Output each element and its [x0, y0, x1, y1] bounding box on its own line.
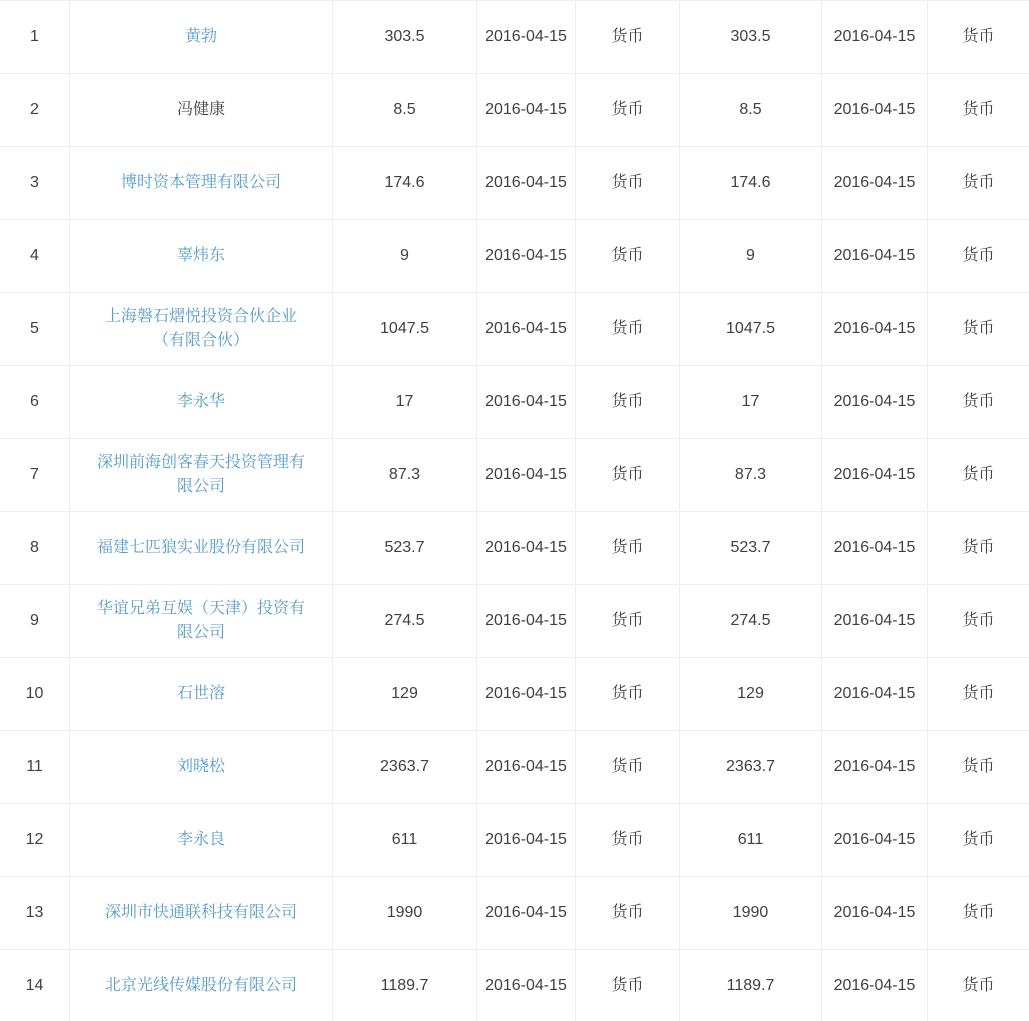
row-index: 2	[30, 101, 39, 118]
table-row	[0, 74, 1029, 147]
date2-value: 2016-04-15	[833, 466, 916, 483]
currency2-label: 货币	[962, 174, 995, 191]
row-index: 5	[30, 320, 39, 337]
currency-cell	[576, 220, 680, 292]
date2-cell	[822, 439, 928, 511]
currency-cell	[576, 658, 680, 730]
date-cell	[477, 74, 576, 146]
row-index-cell	[0, 366, 70, 438]
date-value: 2016-04-15	[485, 101, 567, 118]
currency2-label: 货币	[962, 101, 995, 118]
date2-value: 2016-04-15	[833, 539, 916, 556]
amount-cell	[333, 293, 477, 365]
currency-cell	[576, 950, 680, 1021]
row-index-cell	[0, 658, 70, 730]
currency-label: 货币	[611, 320, 644, 337]
date-cell	[477, 1, 576, 73]
table-row	[0, 731, 1029, 804]
name-link[interactable]: 北京光线传媒股份有限公司	[104, 977, 297, 994]
date2-cell	[822, 585, 928, 657]
currency2-cell	[928, 585, 1029, 657]
row-index-cell	[0, 950, 70, 1021]
name-cell	[70, 512, 333, 584]
name-cell	[70, 804, 333, 876]
amount2-value: 8.5	[739, 101, 762, 118]
date-value: 2016-04-15	[485, 831, 567, 848]
amount2-cell	[680, 585, 822, 657]
date2-value: 2016-04-15	[833, 247, 916, 264]
currency2-cell	[928, 293, 1029, 365]
currency2-cell	[928, 1, 1029, 73]
date2-value: 2016-04-15	[833, 685, 916, 702]
date-value: 2016-04-15	[485, 28, 567, 45]
name-link[interactable]: 深圳前海创客春天投资管理有限公司	[97, 454, 306, 495]
amount-value: 274.5	[384, 612, 425, 629]
name-cell	[70, 585, 333, 657]
date-cell	[477, 950, 576, 1021]
date-cell	[477, 804, 576, 876]
date-cell	[477, 293, 576, 365]
date-cell	[477, 439, 576, 511]
currency-label: 货币	[611, 758, 644, 775]
currency2-label: 货币	[962, 539, 995, 556]
currency-cell	[576, 293, 680, 365]
table-row	[0, 804, 1029, 877]
amount-cell	[333, 220, 477, 292]
name-link[interactable]: 石世溶	[176, 685, 225, 702]
name-link[interactable]: 华谊兄弟互娱（天津）投资有限公司	[97, 600, 306, 641]
name-link[interactable]: 李永良	[176, 831, 225, 848]
date2-cell	[822, 950, 928, 1021]
name-cell	[70, 293, 333, 365]
row-index: 3	[30, 174, 39, 191]
date-value: 2016-04-15	[485, 977, 567, 994]
currency-cell	[576, 366, 680, 438]
amount2-value: 611	[737, 831, 764, 848]
date-cell	[477, 366, 576, 438]
date-value: 2016-04-15	[485, 685, 567, 702]
date2-cell	[822, 731, 928, 803]
amount2-value: 87.3	[734, 466, 767, 483]
currency2-label: 货币	[962, 393, 995, 410]
date2-value: 2016-04-15	[833, 320, 916, 337]
row-index: 9	[30, 612, 39, 629]
name-cell	[70, 366, 333, 438]
row-index: 14	[25, 977, 44, 994]
date2-value: 2016-04-15	[833, 393, 916, 410]
amount2-cell	[680, 293, 822, 365]
amount2-value: 17	[741, 393, 760, 410]
table-row	[0, 585, 1029, 658]
currency-label: 货币	[611, 28, 644, 45]
row-index: 10	[25, 685, 44, 702]
amount2-cell	[680, 439, 822, 511]
table-row	[0, 1, 1029, 74]
currency2-cell	[928, 439, 1029, 511]
amount2-cell	[680, 658, 822, 730]
amount-value: 1189.7	[380, 977, 429, 994]
amount2-value: 129	[737, 685, 764, 702]
amount-value: 523.7	[384, 539, 425, 556]
amount-value: 1990	[386, 904, 423, 921]
date-value: 2016-04-15	[485, 247, 567, 264]
date-value: 2016-04-15	[485, 320, 567, 337]
name-cell	[70, 1, 333, 73]
amount-cell	[333, 74, 477, 146]
currency2-cell	[928, 74, 1029, 146]
table-row	[0, 512, 1029, 585]
amount-value: 611	[391, 831, 418, 848]
currency2-label: 货币	[962, 612, 995, 629]
currency2-label: 货币	[962, 904, 995, 921]
currency-cell	[576, 439, 680, 511]
date2-cell	[822, 220, 928, 292]
name-cell	[70, 220, 333, 292]
amount-value: 129	[391, 685, 418, 702]
row-index-cell	[0, 731, 70, 803]
currency-cell	[576, 731, 680, 803]
amount-cell	[333, 366, 477, 438]
date-value: 2016-04-15	[485, 904, 567, 921]
date2-value: 2016-04-15	[833, 612, 916, 629]
date-value: 2016-04-15	[485, 466, 567, 483]
name-link[interactable]: 博时资本管理有限公司	[120, 174, 281, 191]
currency2-label: 货币	[962, 685, 995, 702]
date2-cell	[822, 512, 928, 584]
amount-value: 8.5	[393, 101, 416, 118]
name-cell	[70, 74, 333, 146]
currency2-cell	[928, 220, 1029, 292]
amount-cell	[333, 512, 477, 584]
date-cell	[477, 658, 576, 730]
table-row	[0, 366, 1029, 439]
amount-value: 2363.7	[380, 758, 429, 775]
date-cell	[477, 731, 576, 803]
currency-label: 货币	[611, 685, 644, 702]
currency-label: 货币	[611, 831, 644, 848]
name-link[interactable]: 福建七匹狼实业股份有限公司	[97, 539, 306, 556]
amount2-value: 1189.7	[726, 977, 775, 994]
date2-cell	[822, 804, 928, 876]
amount-cell	[333, 804, 477, 876]
row-index: 1	[30, 28, 39, 45]
amount2-cell	[680, 366, 822, 438]
amount-cell	[333, 1, 477, 73]
table-row	[0, 293, 1029, 366]
row-index-cell	[0, 220, 70, 292]
date2-value: 2016-04-15	[833, 28, 916, 45]
currency2-cell	[928, 804, 1029, 876]
row-index: 11	[26, 758, 43, 775]
row-index: 4	[30, 247, 39, 264]
date2-value: 2016-04-15	[833, 904, 916, 921]
date2-value: 2016-04-15	[833, 977, 916, 994]
currency-cell	[576, 804, 680, 876]
amount2-value: 1047.5	[726, 320, 775, 337]
row-index-cell	[0, 74, 70, 146]
amount2-value: 2363.7	[726, 758, 775, 775]
name-link[interactable]: 刘晓松	[176, 758, 225, 775]
amount-cell	[333, 439, 477, 511]
name-cell	[70, 658, 333, 730]
table-row	[0, 950, 1029, 1021]
currency2-cell	[928, 950, 1029, 1021]
amount2-cell	[680, 147, 822, 219]
amount2-cell	[680, 74, 822, 146]
amount2-cell	[680, 804, 822, 876]
name-link[interactable]: 辜炜东	[176, 247, 225, 264]
currency2-cell	[928, 731, 1029, 803]
amount2-cell	[680, 1, 822, 73]
table-row	[0, 147, 1029, 220]
row-index: 12	[25, 831, 44, 848]
row-index-cell	[0, 512, 70, 584]
date2-cell	[822, 293, 928, 365]
date-value: 2016-04-15	[485, 393, 567, 410]
amount2-value: 274.5	[730, 612, 771, 629]
amount-value: 87.3	[388, 466, 421, 483]
currency2-cell	[928, 877, 1029, 949]
date-value: 2016-04-15	[485, 758, 567, 775]
amount-value: 174.6	[384, 174, 425, 191]
date-value: 2016-04-15	[485, 539, 567, 556]
currency-label: 货币	[611, 247, 644, 264]
amount-value: 17	[395, 393, 414, 410]
currency-cell	[576, 1, 680, 73]
date2-cell	[822, 658, 928, 730]
currency2-label: 货币	[962, 758, 995, 775]
amount-value: 1047.5	[380, 320, 429, 337]
date2-cell	[822, 877, 928, 949]
row-index: 7	[30, 466, 39, 483]
currency2-label: 货币	[962, 247, 995, 264]
name-cell	[70, 439, 333, 511]
currency-label: 货币	[611, 466, 644, 483]
currency-label: 货币	[611, 977, 644, 994]
amount2-cell	[680, 731, 822, 803]
currency2-cell	[928, 658, 1029, 730]
amount2-cell	[680, 220, 822, 292]
name-link[interactable]: 深圳市快通联科技有限公司	[104, 904, 297, 921]
row-index-cell	[0, 877, 70, 949]
name-cell	[70, 877, 333, 949]
row-index-cell	[0, 147, 70, 219]
currency2-label: 货币	[962, 320, 995, 337]
date2-value: 2016-04-15	[833, 831, 916, 848]
currency2-label: 货币	[962, 831, 995, 848]
amount-cell	[333, 731, 477, 803]
currency-label: 货币	[611, 101, 644, 118]
currency-cell	[576, 585, 680, 657]
name-text: 冯健康	[176, 101, 225, 118]
amount-cell	[333, 877, 477, 949]
table-row	[0, 220, 1029, 293]
currency-cell	[576, 512, 680, 584]
row-index-cell	[0, 1, 70, 73]
amount2-cell	[680, 512, 822, 584]
currency2-cell	[928, 366, 1029, 438]
currency2-label: 货币	[962, 28, 995, 45]
name-link[interactable]: 黄勃	[184, 28, 217, 45]
currency2-cell	[928, 147, 1029, 219]
row-index: 13	[25, 904, 44, 921]
amount2-value: 303.5	[730, 28, 771, 45]
currency-label: 货币	[611, 393, 644, 410]
amount2-cell	[680, 877, 822, 949]
currency-cell	[576, 147, 680, 219]
date-cell	[477, 585, 576, 657]
row-index: 6	[30, 393, 39, 410]
currency-label: 货币	[611, 612, 644, 629]
date2-value: 2016-04-15	[833, 101, 916, 118]
amount-value: 303.5	[384, 28, 425, 45]
amount-value: 9	[400, 247, 409, 264]
date-value: 2016-04-15	[485, 174, 567, 191]
amount-cell	[333, 147, 477, 219]
name-link[interactable]: 上海磐石熠悦投资合伙企业（有限合伙）	[104, 308, 297, 349]
table-row	[0, 658, 1029, 731]
table-row	[0, 877, 1029, 950]
currency2-label: 货币	[962, 466, 995, 483]
amount2-cell	[680, 950, 822, 1021]
date2-cell	[822, 74, 928, 146]
amount-cell	[333, 950, 477, 1021]
amount-cell	[333, 585, 477, 657]
date-value: 2016-04-15	[485, 612, 567, 629]
date2-cell	[822, 366, 928, 438]
amount-cell	[333, 658, 477, 730]
name-link[interactable]: 李永华	[176, 393, 225, 410]
name-cell	[70, 950, 333, 1021]
currency-cell	[576, 877, 680, 949]
date-cell	[477, 220, 576, 292]
currency-label: 货币	[611, 174, 644, 191]
amount2-value: 523.7	[730, 539, 771, 556]
row-index-cell	[0, 585, 70, 657]
name-cell	[70, 147, 333, 219]
date2-value: 2016-04-15	[833, 758, 916, 775]
row-index-cell	[0, 439, 70, 511]
date2-cell	[822, 147, 928, 219]
amount2-value: 1990	[732, 904, 769, 921]
currency2-cell	[928, 512, 1029, 584]
currency2-label: 货币	[962, 977, 995, 994]
table-row	[0, 439, 1029, 512]
amount2-value: 9	[746, 247, 755, 264]
date-cell	[477, 877, 576, 949]
row-index-cell	[0, 804, 70, 876]
date2-value: 2016-04-15	[833, 174, 916, 191]
amount2-value: 174.6	[730, 174, 771, 191]
currency-cell	[576, 74, 680, 146]
date-cell	[477, 147, 576, 219]
currency-label: 货币	[611, 904, 644, 921]
name-cell	[70, 731, 333, 803]
row-index: 8	[30, 539, 39, 556]
date-cell	[477, 512, 576, 584]
currency-label: 货币	[611, 539, 644, 556]
date2-cell	[822, 1, 928, 73]
row-index-cell	[0, 293, 70, 365]
